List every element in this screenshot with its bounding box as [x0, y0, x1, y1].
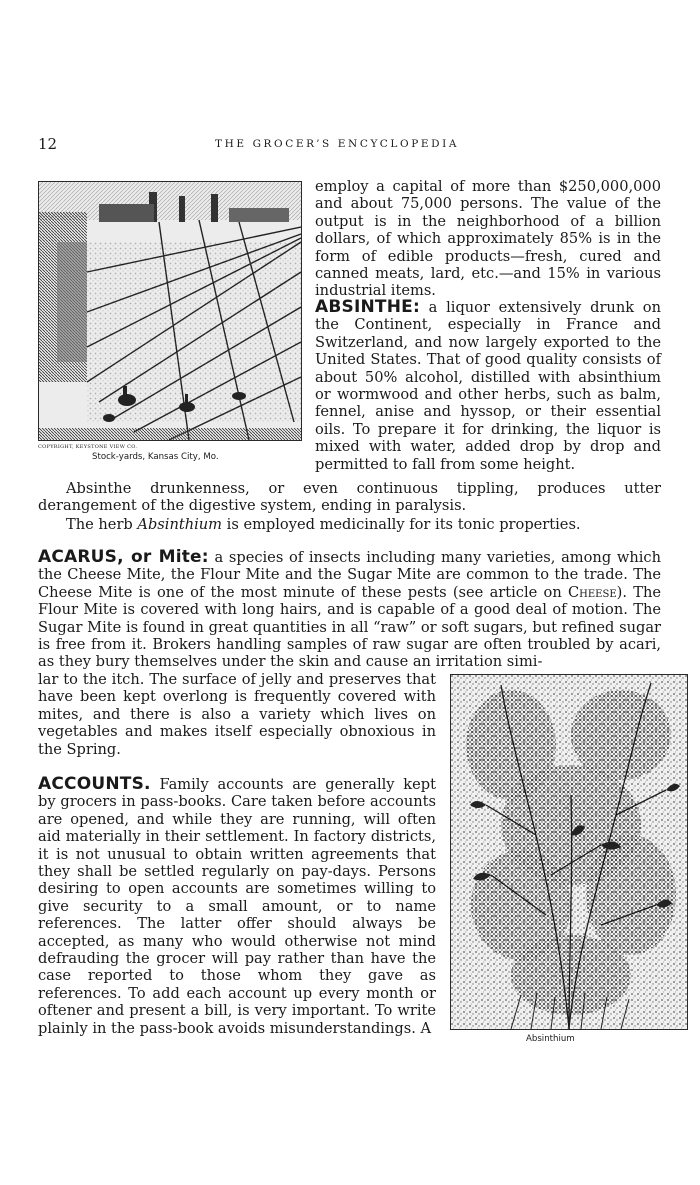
acarus-body-a: a species of insects including many varieties, among which the Cheese Mite, the Flour Mite and the Sugar Mite are common to the trade. The Cheese Mite is one of the most minute of these pests (see article on	[38, 549, 661, 601]
stockyards-illustration	[38, 181, 302, 441]
absinthium-caption: Absinthium	[526, 1034, 575, 1044]
absinthe-p3-start: The herb	[66, 516, 138, 533]
photo-credit: COPYRIGHT, KEYSTONE VIEW CO.	[38, 444, 138, 450]
acarus-term: ACARUS, or Mite:	[38, 547, 209, 567]
absinthe-p3-end: is employed medicinally for its tonic properties.	[222, 516, 581, 533]
accounts-term: ACCOUNTS.	[38, 774, 151, 794]
absinthe-entry	[315, 299, 661, 473]
absinthe-paragraph-3	[38, 516, 661, 533]
accounts-body: Family accounts are generally kept by grocers in pass-books. Care taken before accounts are opened, and while they are running, will often aid materially in their settlement. In factory districts, it is not unusual to obtain written agreements that they shall be settled regularly on pay-days. Persons desiring to open accounts are sometimes willing to give security to a small amount, or to name references. The latter offer should always be accepted, as many who would otherwise not mind defrauding the grocer will pay rather than have the case reported to those whom they gave as references. To add each account up every month or oftener and present a bill, is very important. To write plainly in the pass-book avoids misunderstandings. A	[38, 776, 436, 1037]
stockyards-engraving	[39, 182, 301, 440]
absinthium-illustration	[450, 674, 688, 1030]
accounts-entry	[38, 776, 436, 1037]
acarus-body-b: ). The Flour Mite is covered with long hairs, and is capable of a good deal of motion. The Sugar Mite is found in great quantities in all “raw” or soft sugars, but refined sugar is free from it. Brokers handling samples of raw sugar are often troubled by acari, as they bury themselves under the skin and cause an irritation simi-	[38, 583, 661, 671]
absinthium-engraving	[451, 675, 687, 1029]
stockyards-caption: Stock-yards, Kansas City, Mo.	[92, 452, 219, 462]
cheese-cross-reference: Cheese	[567, 583, 617, 601]
page-number: 12	[38, 135, 58, 153]
acarus-narrow-part: lar to the itch. The surface of jelly and preserves that have been kept overlong is frequently covered with mites, and there is also a variety which lives on vegetables and makes itself especially obnoxious in the Spring.	[38, 671, 436, 758]
absinthium-term: Absinthium	[137, 516, 223, 533]
absinthe-paragraph-2: Absinthe drunkenness, or even continuous tippling, produces utter derangement of the digestive system, ending in paralysis.	[38, 480, 661, 515]
acarus-entry	[38, 549, 661, 671]
absinthe-body: a liquor extensively drunk on the Continent, especially in France and Switzerland, and now largely exported to the United States. That of good quality consists of about 50% alcohol, distilled with absinthium or wormwood and other herbs, such as balm, fennel, anise and hyssop, or their essential oils. To prepare it for drinking, the liquor is mixed with water, added drop by drop and permitted to fall from some height.	[315, 299, 661, 473]
intro-continuation: employ a capital of more than $250,000,000 and about 75,000 persons. The value of the output is in the neighborhood of a billion dollars, of which approximately 85% is in the form of edible products—fresh, cured and canned meats, lard, etc.—and 15% in various industrial items.	[315, 178, 661, 300]
running-title: THE GROCER’S ENCYCLOPEDIA	[215, 138, 460, 150]
absinthe-term: ABSINTHE:	[315, 297, 420, 317]
